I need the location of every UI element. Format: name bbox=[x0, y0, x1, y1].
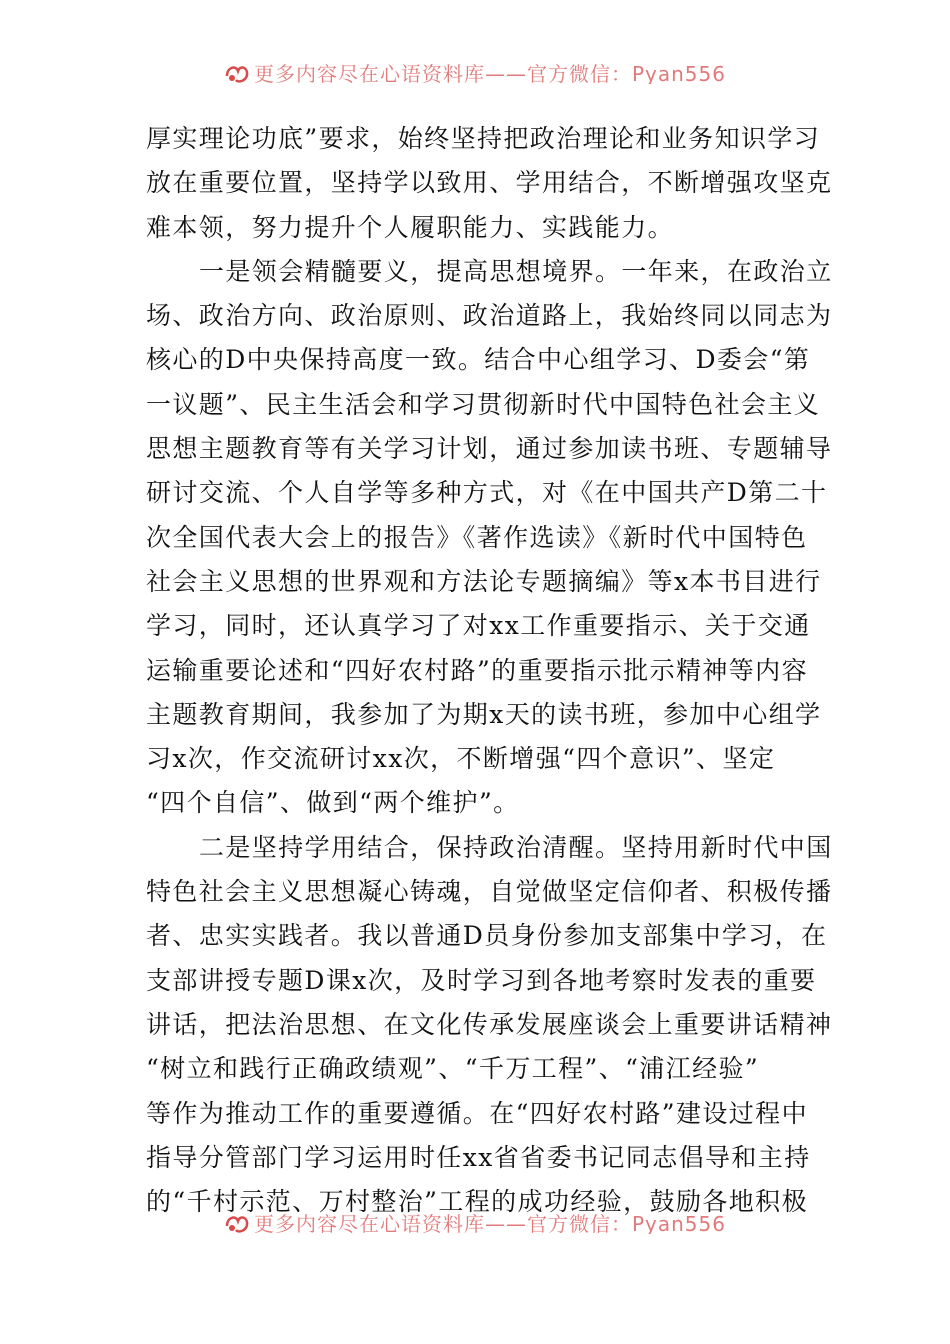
text-line: 特色社会主义思想凝心铸魂，自觉做坚定信仰者、积极传播 bbox=[146, 877, 833, 907]
logo-icon bbox=[224, 62, 250, 84]
text-line: 讲话，把法治思想、在文化传承发展座谈会上重要讲话精神 bbox=[146, 1009, 833, 1039]
text-line: 核心的D中央保持高度一致。结合中心组学习、D委会“第 bbox=[146, 345, 811, 375]
text-line: “四个自信”、做到“两个维护”。 bbox=[146, 788, 520, 818]
text-line: 等作为推动工作的重要遵循。在“四好农村路”建设过程中 bbox=[146, 1098, 808, 1128]
logo-icon bbox=[224, 1212, 250, 1234]
text-line: 厚实理论功底”要求，始终坚持把政治理论和业务知识学习 bbox=[146, 124, 821, 153]
text-line: 一是领会精髓要义，提高思想境界。一年来，在政治立 bbox=[199, 256, 833, 286]
text-line: 习x次，作交流研讨xx次，不断增强“四个意识”、坚定 bbox=[146, 744, 776, 774]
text-line: 学习，同时，还认真学习了对xx工作重要指示、关于交通 bbox=[146, 611, 811, 641]
footer-watermark-text: 更多内容尽在心语资料库——官方微信：Pyan556 bbox=[253, 1212, 726, 1234]
text-line: 指导分管部门学习运用时任xx省省委书记同志倡导和主持 bbox=[146, 1142, 811, 1172]
text-line: 放在重要位置，坚持学以致用、学用结合，不断增强攻坚克 bbox=[146, 168, 833, 198]
text-line: 一议题”、民主生活会和学习贯彻新时代中国特色社会主义 bbox=[146, 389, 821, 419]
text-line: 的“千村示范、万村整治”工程的成功经验，鼓励各地积极 bbox=[146, 1187, 808, 1217]
footer-watermark bbox=[0, 1208, 950, 1234]
text-line: 支部讲授专题D课x次，及时学习到各地考察时发表的重要 bbox=[146, 965, 817, 995]
text-line: 二是坚持学用结合，保持政治清醒。坚持用新时代中国 bbox=[199, 832, 833, 862]
paragraph-1 bbox=[146, 117, 833, 250]
text-line: 者、忠实实践者。我以普通D员身份参加支部集中学习，在 bbox=[146, 921, 828, 951]
text-line: 思想主题教育等有关学习计划，通过参加读书班、专题辅导 bbox=[146, 434, 833, 464]
text-line: 次全国代表大会上的报告》《著作选读》《新时代中国特色 bbox=[146, 522, 808, 552]
text-line: 难本领，努力提升个人履职能力、实践能力。 bbox=[146, 212, 675, 242]
header-watermark-text: 更多内容尽在心语资料库——官方微信：Pyan556 bbox=[253, 62, 726, 84]
text-line: 运输重要论述和“四好农村路”的重要指示批示精神等内容 bbox=[146, 655, 808, 685]
paragraph-3 bbox=[146, 826, 833, 1225]
paragraph-2 bbox=[146, 250, 833, 826]
text-line: 主题教育期间，我参加了为期x天的读书班，参加中心组学 bbox=[146, 699, 822, 729]
text-line: “树立和践行正确政绩观”、“千万工程”、“浦江经验” bbox=[146, 1054, 760, 1084]
text-line: 场、政治方向、政治原则、政治道路上，我始终同以同志为 bbox=[146, 301, 833, 331]
text-line: 社会主义思想的世界观和方法论专题摘编》等x本书目进行 bbox=[146, 566, 822, 596]
header-watermark bbox=[0, 58, 950, 84]
document-body bbox=[146, 117, 833, 1224]
text-line: 研讨交流、个人自学等多种方式，对《在中国共产D第二十 bbox=[146, 478, 828, 508]
